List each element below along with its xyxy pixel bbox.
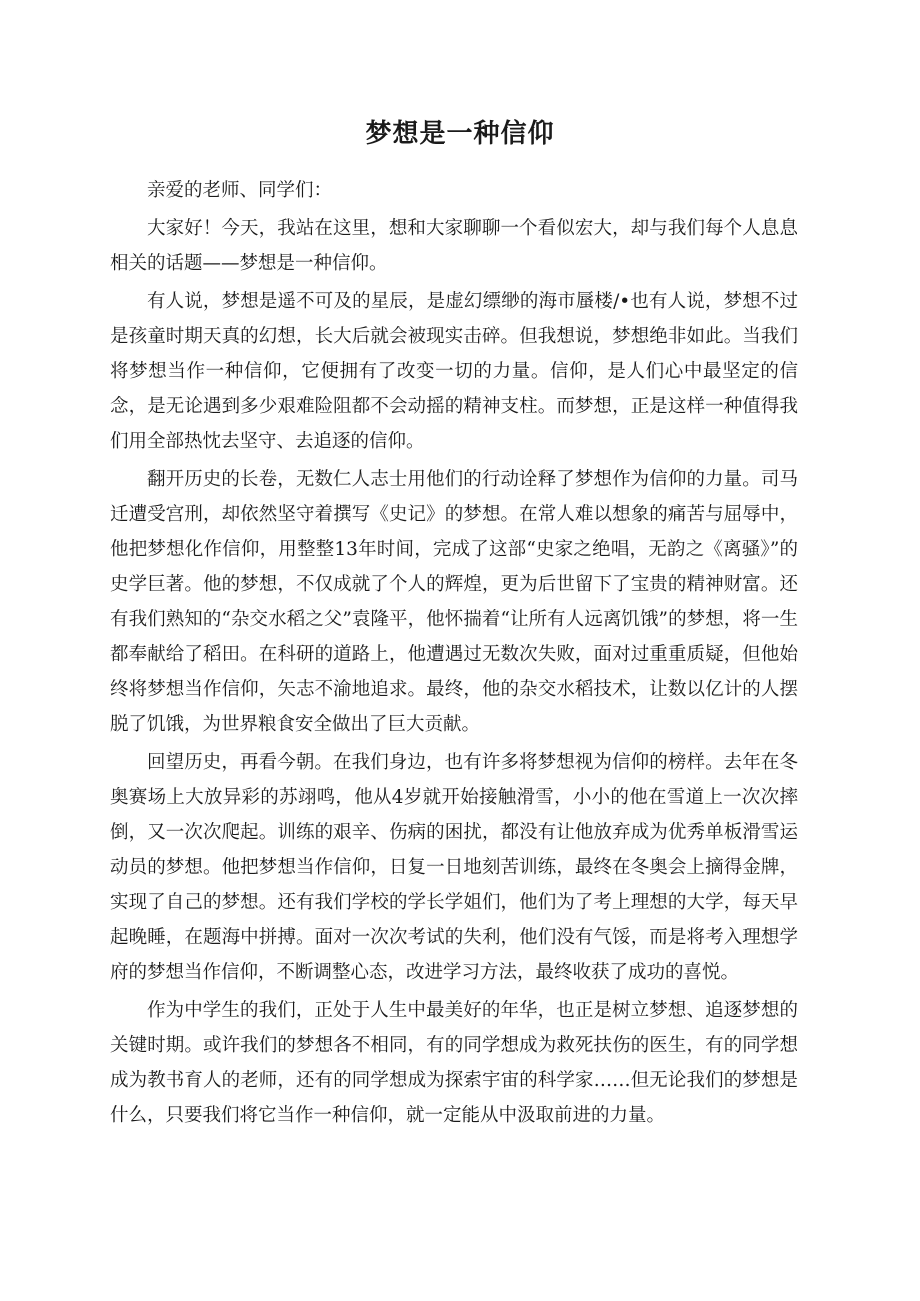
paragraph-dream-definition: 有人说，梦想是遥不可及的星辰，是虚幻缥缈的海市蜃楼/•也有人说，梦想不过是孩童时期天真的幻想，长大后就会被现实击碎。但我想说，梦想绝非如此。当我们将梦想当作一种信仰，它便拥有了改变一切的力量。信仰，是人们心中最坚定的信念，是无论遇到多少艰难险阻都不会动摇的精神支柱。而梦想，正是这样一种值得我们用全部热忱去坚守、去追逐的信仰。 <box>110 291 798 452</box>
paragraph-modern-examples: 回望历史，再看今朝。在我们身边，也有许多将梦想视为信仰的榜样。去年在冬奥赛场上大放异彩的苏翊鸣，他从4岁就开始接触滑雪，小小的他在雪道上一次次摔倒，又一次次爬起。训练的艰辛、伤病的困扰，都没有让他放弃成为优秀单板滑雪运动员的梦想。他把梦想当作信仰，日复一日地刻苦训练，最终在冬奥会上摘得金牌，实现了自己的梦想。还有我们学校的学长学姐们，他们为了考上理想的大学，每天早起晚睡，在题海中拼搏。面对一次次考试的失利，他们没有气馁，而是将考入理想学府的梦想当作信仰，不断调整心态，改进学习方法，最终收获了成功的喜悦。 <box>110 752 798 983</box>
paragraph-greeting: 大家好！今天，我站在这里，想和大家聊聊一个看似宏大，却与我们每个人息息相关的话题——梦想是一种信仰。 <box>110 218 798 274</box>
paragraph-salutation: 亲爱的老师、同学们： <box>147 180 333 201</box>
paragraph-students: 作为中学生的我们，正处于人生中最美好的年华，也正是树立梦想、追逐梦想的关键时期。或许我们的梦想各不相同，有的同学想成为救死扶伤的医生，有的同学想成为教书育人的老师，还有的同学想成为探索宇宙的科学家……但无论我们的梦想是什么，只要我们将它当作一种信仰，就一定能从中汲取前进的力量。 <box>110 1000 798 1126</box>
document-body <box>110 173 798 1136</box>
document-title: 梦想是一种信仰 <box>365 119 555 149</box>
paragraph-historical-examples: 翻开历史的长卷，无数仁人志士用他们的行动诠释了梦想作为信仰的力量。司马迁遭受宫刑，却依然坚守着撰写《史记》的梦想。在常人难以想象的痛苦与屈辱中，他把梦想化作信仰，用整整13年时间，完成了这部“史家之绝唱，无韵之《离骚》”的史学巨著。他的梦想，不仅成就了个人的辉煌，更为后世留下了宝贵的精神财富。还有我们熟知的“杂交水稻之父”袁隆平，他怀揣着“让所有人远离饥饿”的梦想，将一生都奉献给了稻田。在科研的道路上，他遭遇过无数次失败，面对过重重质疑，但他始终将梦想当作信仰，矢志不渝地追求。最终，他的杂交水稻技术，让数以亿计的人摆脱了饥饿，为世界粮食安全做出了巨大贡献。 <box>110 469 798 735</box>
